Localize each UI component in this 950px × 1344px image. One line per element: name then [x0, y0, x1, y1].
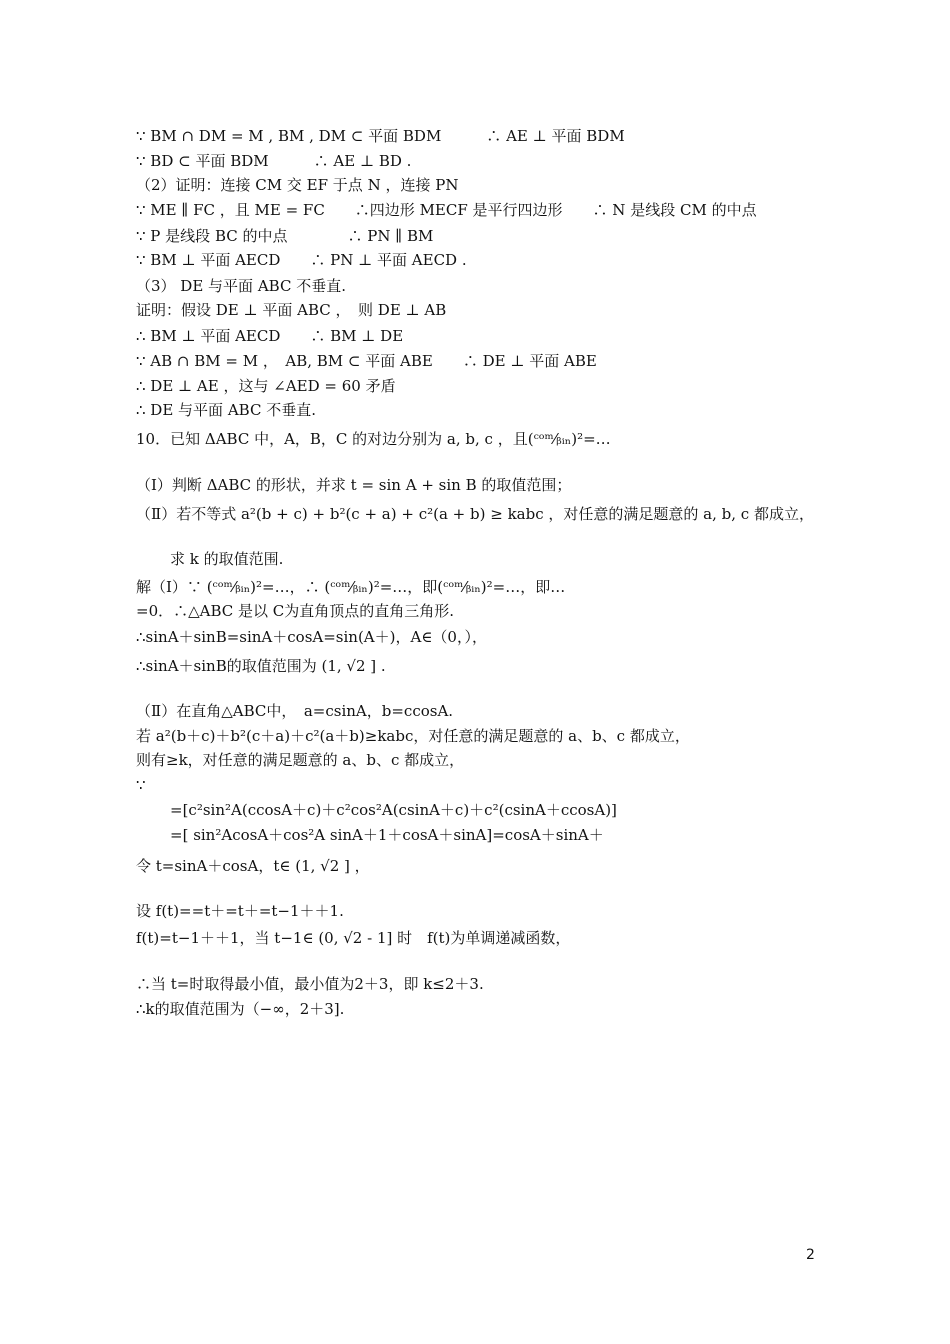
proof-line-1: ∵ BM ∩ DM = M , BM , DM ⊂ 平面 BDM ∴ AE ⊥ 平面 BDM: [136, 127, 625, 145]
solution-line-3: ∴sinA＋sinB=sinA＋cosA=sin(A＋)，A∈（0，），: [136, 628, 487, 646]
proof-line-2: ∵ BD ⊂ 平面 BDM ∴ AE ⊥ BD .: [136, 152, 412, 170]
solution-line-15: ∴k的取值范围为（−∞，2＋3].: [136, 1000, 345, 1018]
proof-line-10: ∵ AB ∩ BM = M ， AB, BM ⊂ 平面 ABE ∴ DE ⊥ 平面 ABE: [136, 352, 597, 370]
solution-line-11: 令 t=sinA＋cosA，t∈ (1, √2 ] ，: [136, 857, 370, 875]
solution-line-4: ∴sinA＋sinB的取值范围为 (1, √2 ] .: [136, 657, 386, 675]
problem-10-statement: 10．已知 ΔABC 中，A，B，C 的对边分别为 a, b, c ，且(ᶜᵒᵐ⁄ᵦᵢₙ)²=…: [136, 430, 611, 448]
proof-line-7: （3） DE 与平面 ABC 不垂直.: [136, 277, 346, 295]
proof-line-3: （2）证明：连接 CM 交 EF 于点 N ，连接 PN: [136, 176, 459, 194]
solution-line-5: （Ⅱ）在直角△ABC中， a=csinA，b=ccosA.: [136, 702, 454, 720]
problem-part-2: （Ⅱ）若不等式 a²(b + c) + b²(c + a) + c²(a + b) ≥ kabc ，对任意的满足题意的 a, b, c 都成立，: [136, 505, 814, 523]
proof-line-12: ∴ DE 与平面 ABC 不垂直.: [136, 401, 316, 419]
solution-line-10: =[ sin²AcosA＋cos²A sinA＋1＋cosA＋sinA]=cosA＋sinA＋: [170, 826, 604, 844]
proof-line-8: 证明：假设 DE ⊥ 平面 ABC ， 则 DE ⊥ AB: [136, 301, 447, 319]
proof-line-9: ∴ BM ⊥ 平面 AECD ∴ BM ⊥ DE: [136, 327, 404, 345]
proof-line-6: ∵ BM ⊥ 平面 AECD ∴ PN ⊥ 平面 AECD .: [136, 251, 467, 269]
problem-part-1: （Ⅰ）判断 ΔABC 的形状，并求 t = sin A + sin B 的取值范围；: [136, 476, 572, 494]
page-number: 2: [806, 1247, 815, 1263]
solution-line-1: 解（Ⅰ）∵ (ᶜᵒᵐ⁄ᵦᵢₙ)²=…，∴ (ᶜᵒᵐ⁄ᵦᵢₙ)²=…，即(ᶜᵒᵐ⁄ᵦᵢₙ)²=…，即…: [136, 578, 566, 596]
solution-line-6: 若 a²(b＋c)＋b²(c＋a)＋c²(a＋b)≥kabc，对任意的满足题意的 a、b、c 都成立，: [136, 727, 690, 745]
solution-line-14: ∴当 t=时取得最小值，最小值为2＋3，即 k≤2＋3.: [136, 975, 484, 993]
problem-part-2-cont: 求 k 的取值范围.: [170, 550, 284, 568]
solution-line-12: 设 f(t)==t＋=t＋=t−1＋＋1.: [136, 902, 344, 920]
proof-line-4: ∵ ME ∥ FC ，且 ME = FC ∴四边形 MECF 是平行四边形 ∴ N 是线段 CM 的中点: [136, 201, 757, 219]
solution-line-9: =[c²sin²A(ccosA＋c)＋c²cos²A(csinA＋c)＋c²(csinA＋ccosA)]: [170, 801, 617, 819]
solution-line-2: =0．∴△ABC 是以 C为直角顶点的直角三角形.: [136, 602, 455, 620]
solution-line-8: ∵: [136, 776, 146, 794]
proof-line-5: ∵ P 是线段 BC 的中点 ∴ PN ∥ BM: [136, 227, 434, 245]
solution-line-13: f(t)=t−1＋＋1，当 t−1∈ (0, √2 - 1] 时 f(t)为单调递减函数，: [136, 929, 571, 947]
solution-line-7: 则有≥k，对任意的满足题意的 a、b、c 都成立，: [136, 751, 465, 769]
proof-line-11: ∴ DE ⊥ AE ，这与 ∠AED = 60 矛盾: [136, 377, 396, 395]
